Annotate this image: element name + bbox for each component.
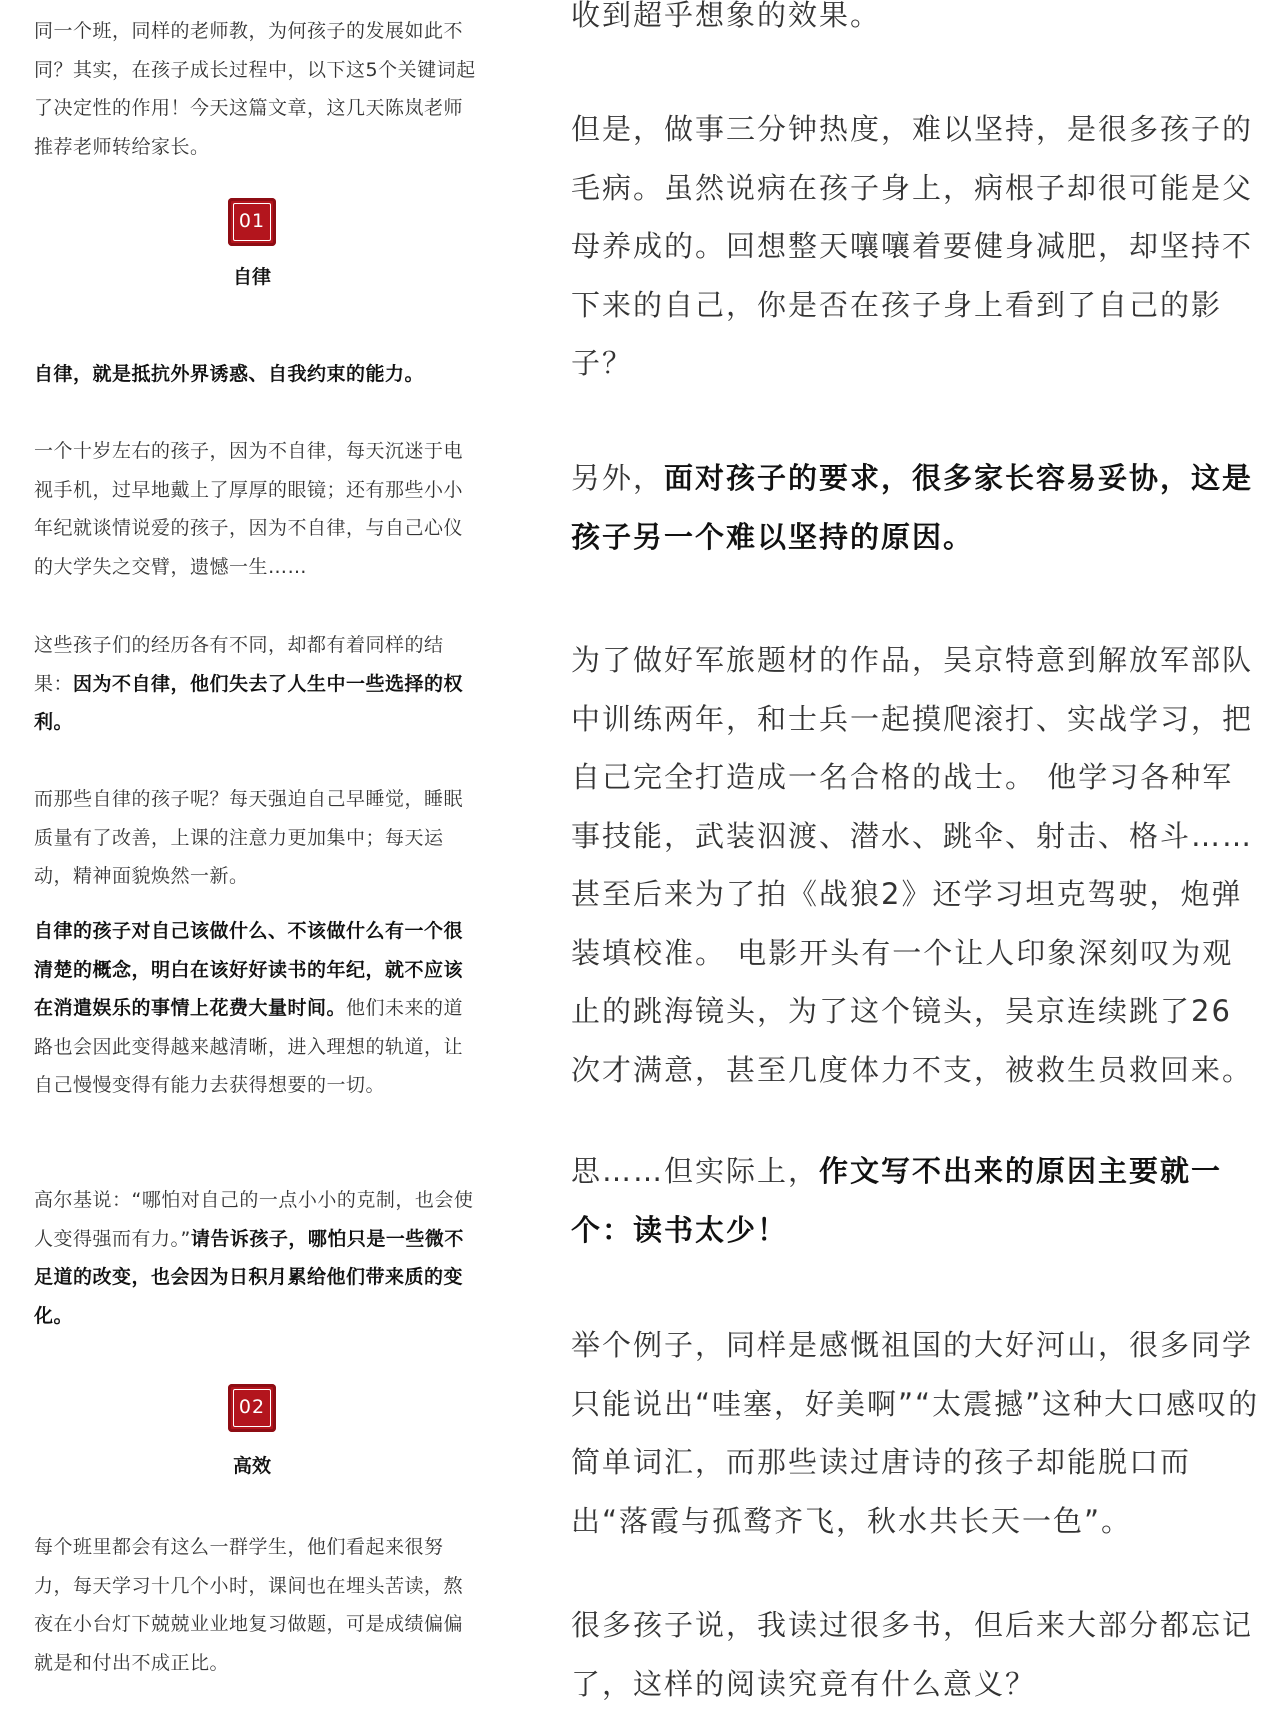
section1-paragraph-2: 这些孩子们的经历各有不同，却都有着同样的结果：因为不自律，他们失去了人生中一些选择的权利。: [34, 634, 464, 733]
right-article-fragment-top: [545, 0, 1280, 1130]
right-text-5: 思……但实际上，作文写不出来的原因主要就一个：读书太少！: [571, 1154, 1223, 1247]
right-text-3: 另外，面对孩子的要求，很多家长容易妥协，这是孩子另一个难以坚持的原因。: [571, 461, 1254, 554]
section1-paragraph-5: 高尔基说：“哪怕对自己的一点小小的克制，也会使人变得强而有力。”请告诉孩子，哪怕只是一些微不足道的改变，也会因为日积月累给他们带来质的变化。: [34, 1189, 474, 1327]
intro-paragraph: 同一个班，同样的老师教，为何孩子的发展如此不同？其实，在孩子成长过程中，以下这5个关键词起了决定性的作用！今天这篇文章，这几天陈岚老师推荐老师转给家长。: [34, 20, 476, 158]
section-number-badge-02: [228, 1384, 276, 1432]
badge-number: 02: [233, 1389, 271, 1427]
right-article-fragment-bottom: [545, 1130, 1280, 1706]
right-text-1: 收到超乎想象的效果。: [571, 0, 882, 32]
section1-paragraph-1: 一个十岁左右的孩子，因为不自律，每天沉迷于电视手机，过早地戴上了厚厚的眼镜；还有那些小小年纪就谈情说爱的孩子，因为不自律，与自己心仪的大学失之交臂，遗憾一生……: [34, 440, 464, 578]
section-number-badge-01: [228, 198, 276, 246]
badge-number: 01: [233, 203, 271, 241]
right-text-2: 但是，做事三分钟热度，难以坚持，是很多孩子的毛病。虽然说病在孩子身上，病根子却很可能是父母养成的。回想整天嚷嚷着要健身减肥，却坚持不下来的自己，你是否在孩子身上看到了自己的影子？: [571, 112, 1254, 380]
right-text-7: 很多孩子说，我读过很多书，但后来大部分都忘记了，这样的阅读究竟有什么意义？: [571, 1608, 1254, 1701]
section2-paragraph-1: 每个班里都会有这么一群学生，他们看起来很努力，每天学习十几个小时，课间也在埋头苦读，熬夜在小台灯下兢兢业业地复习做题，可是成绩偏偏就是和付出不成正比。: [34, 1536, 464, 1674]
section1-paragraph-4: 自律的孩子对自己该做什么、不该做什么有一个很清楚的概念，明白在该好好读书的年纪，就不应该在消遣娱乐的事情上花费大量时间。他们未来的道路也会因此变得越来越清晰，进入理想的轨道，让自己慢慢变得有能力去获得想要的一切。: [34, 920, 464, 1096]
section1-lead: 自律，就是抵抗外界诱惑、自我约束的能力。: [34, 363, 425, 385]
right-text-6: 举个例子，同样是感慨祖国的大好河山，很多同学只能说出“哇塞，好美啊”“太震撼”这种大口感叹的简单词汇，而那些读过唐诗的孩子却能脱口而出“落霞与孤鹜齐飞，秋水共长天一色”。: [571, 1328, 1260, 1538]
left-article-column: [0, 0, 520, 1706]
section1-paragraph-3-clip: [0, 780, 520, 887]
section-title-efficiency: 高效: [232, 1455, 271, 1477]
section-title-self-discipline: 自律: [232, 266, 271, 288]
right-text-4: 为了做好军旅题材的作品，吴京特意到解放军部队中训练两年，和士兵一起摸爬滚打、实战学习，把自己完全打造成一名合格的战士。 他学习各种军事技能，武装泅渡、潜水、跳伞、射击、格斗……甚至后来为了拍《战狼2》还学习坦克驾驶，炮弹装填校准。 电影开头有一个让人印象深刻叹为观止的跳海镜头，为了这个镜头，吴京连续跳了26次才满意，甚至几度体力不支，被救生员救回来。: [571, 643, 1254, 1087]
section1-paragraph-3: 而那些自律的孩子呢？每天强迫自己早睡觉，睡眠质量有了改善，上课的注意力更加集中；每天运动，精神面貌焕然一新。: [34, 788, 464, 887]
